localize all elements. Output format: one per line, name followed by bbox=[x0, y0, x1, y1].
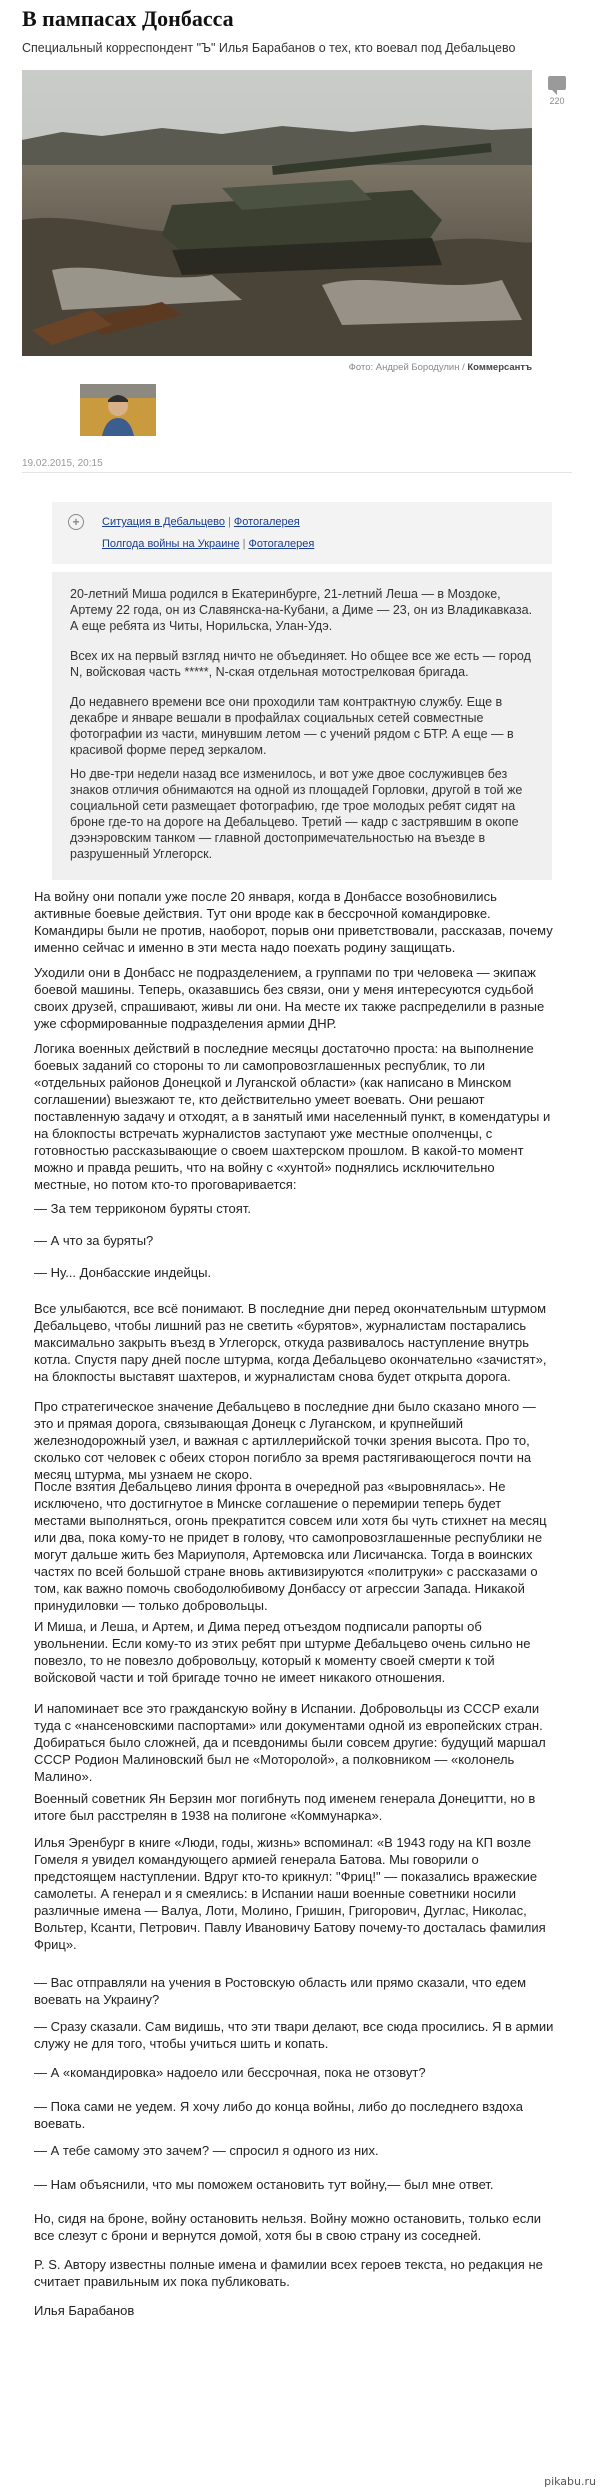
body-paragraph: Но, сидя на броне, войну остановить нельзя. Войну можно остановить, только если все слезут с брони и вернутся домой, хотя бы в свою страну из соседней. bbox=[34, 2211, 542, 2243]
body-paragraph: Все улыбаются, все всё понимают. В последние дни перед окончательным штурмом Дебальцево, чтобы лишний раз не светить «бурятов», журналистам постарались максимально закрыть въезд в Углегорск, откуда развивалось наступление внутрь котла. Спустя пару дней после штурма, когда Дебальцево окончательно «зачистят», на блокпосты выставят шахтеров, и журналистам снова будет открыта дорога. bbox=[34, 1301, 547, 1384]
article-author: Илья Барабанов bbox=[34, 2303, 135, 2318]
related-link-gallery-1[interactable]: Фотогалерея bbox=[233, 516, 300, 528]
article-lead: Специальный корреспондент "Ъ" Илья Барабанов о тех, кто воевал под Дебальцево bbox=[22, 41, 516, 55]
dialogue-line: — А тебе самому это зачем? — спросил я одного из них. bbox=[34, 2143, 379, 2158]
link-separator: | bbox=[228, 516, 231, 528]
author-avatar bbox=[80, 384, 156, 436]
body-paragraph: Илья Эренбург в книге «Люди, годы, жизнь» вспоминал: «В 1943 году на КП возле Гомеля я увидел командующего армией генерала Батова. Мы говорили о предстоящем наступлении. Вдруг кто-то крикнул: "Фриц!" — показались вражеские самолеты. А генерал и я смеялись: в Испании наши военные советники носили различные имена — Валуа, Лоти, Молино, Гришин, Григорович, Дуглас, Николас, Вольтер, Ксанти, Петрович. Павлу Ивановичу Батову почему-то досталась фамилия Фриц». bbox=[34, 1835, 546, 1952]
body-paragraph: После взятия Дебальцево линия фронта в очередной раз «выровнялась». Не исключено, что достигнутое в Минске соглашение о перемирии теперь будет местами выполняться, огонь прекратится совсем или хотя бы чуть стихнет на месяц или два, пока кому-то не придет в голову, что самопровозглашенные республики не могут дальше жить без Мариуполя, Артемовска или Лисичанска. Тогда в воинских частях по всей большой стране вновь активизируются «политруки» с рассказами о том, как важно помочь свободолюбивому Донбассу от агрессии Запада. Никакой принудиловки — только добровольцы. bbox=[34, 1479, 547, 1613]
tank-photo-image bbox=[22, 70, 532, 356]
body-paragraph: Логика военных действий в последние месяцы достаточно проста: на выполнение боевых заданий со стороны то ли самопровозглашенных республик, то ли «отдельных районов Донецкой и Луганской области» (как написано в Минском соглашении) выезжают те, кто действительно умеет воевать. Они решают поставленную задачу и отходят, а в занятый ими населенный пункт, в комендатуры и на блокпосты встречать журналистов заступают уже местные ополченцы, с готовностью рассказывающие о своем шахтерском прошлом. В какой-то момент можно и правда решить, что на войну с «хунтой» поднялись исключительно местные, но потом кто-то проговаривается: bbox=[34, 1041, 551, 1192]
body-paragraph: И напоминает все это гражданскую войну в Испании. Добровольцы из СССР ехали туда с «нансеновскими паспортами» или документами одной из европейских стран. Добираться было сложней, да и псевдонимы были совсем другие: будущий маршал СССР Родион Малиновский был не «Моторолой», а полковником — «колонель Малино». bbox=[34, 1701, 546, 1784]
body-paragraph: Военный советник Ян Берзин мог погибнуть под именем генерала Донецитти, но в итоге был расстрелян в 1938 на полигоне «Коммунарка». bbox=[34, 1791, 536, 1823]
publication-date: 19.02.2015, 20:15 bbox=[22, 458, 103, 469]
intro-box bbox=[52, 572, 552, 880]
divider bbox=[22, 472, 572, 473]
dialogue-line: — Сразу сказали. Сам видишь, что эти твари делают, все сюда просились. Я в армии служу не для того, чтобы учиться шить и копать. bbox=[34, 2019, 554, 2051]
plus-icon: + bbox=[68, 514, 84, 530]
dialogue-line: — Пока сами не уедем. Я хочу либо до конца войны, либо до последнего вздоха воевать. bbox=[34, 2099, 523, 2131]
photo-credit-prefix: Фото: Андрей Бородулин / bbox=[348, 362, 468, 373]
pikabu-watermark: pikabu.ru bbox=[544, 2475, 596, 2488]
body-paragraph: Уходили они в Донбасс не подразделением, а группами по три человека — экипаж боевой машины. Теперь, оказавшись без связи, они у меня интересуются судьбой своих друзей, спрашивают, живы ли они. На месте их также распределили в разные уже сформированные подразделения армии ДНР. bbox=[34, 965, 545, 1031]
main-photo bbox=[22, 70, 532, 356]
body-paragraph: Про стратегическое значение Дебальцево в последние дни было сказано много — это и прямая дорога, связывающая Донецк с Луганском, и крупнейший железнодорожный узел, и важная с артиллерийской точки зрения высота. Про то, сколько сот человек с обеих сторон погибло за время растягивающегося почти на месяц штурма, мы узнаем не скоро. bbox=[34, 1399, 536, 1482]
dialogue-line: — Вас отправляли на учения в Ростовскую область или прямо сказали, что едем воевать на Украину? bbox=[34, 1975, 527, 2007]
intro-paragraph: Всех их на первый взгляд ничто не объединяет. Но общее все же есть — город N, войсковая часть *****, N-ская отдельная мотострелковая бригада. bbox=[70, 649, 531, 679]
photo-credit-brand[interactable]: Коммерсантъ bbox=[467, 362, 532, 373]
intro-paragraph: 20-летний Миша родился в Екатеринбурге, 21-летний Леша — в Моздоке, Артему 22 года, он из Славянска-на-Кубани, а Диме — 23, он из Владикавказа. А еще ребята из Читы, Норильска, Улан-Удэ. bbox=[70, 587, 533, 633]
photo-credit bbox=[349, 362, 532, 373]
related-link-half-year-war[interactable]: Полгода войны на Украине bbox=[102, 538, 240, 550]
dialogue-line: — За тем терриконом буряты стоят. bbox=[34, 1201, 251, 1216]
related-link-gallery-2[interactable]: Фотогалерея bbox=[248, 538, 315, 550]
related-row-2 bbox=[102, 538, 314, 550]
body-paragraph: P. S. Автору известны полные имена и фамилии всех героев текста, но редакция не считает правильным их пока публиковать. bbox=[34, 2257, 543, 2289]
intro-paragraph: До недавнего времени все они проходили там контрактную службу. Еще в декабре и январе вешали в профайлах социальных сетей совместные фотографии из части, минувшим летом — с учений рядом с БТР. А еще — в красивой форме перед зеркалом. bbox=[70, 695, 514, 757]
comment-bubble-icon bbox=[548, 76, 566, 90]
article-title: В пампасах Донбасса bbox=[22, 6, 234, 31]
intro-paragraph: Но две-три недели назад все изменилось, и вот уже двое сослуживцев без знаков отличия обнимаются на одной из площадей Горловки, другой в той же социальной сети размещает фотографию, где трое молодых ребят сидят на броне где-то на дороге на Дебальцево. Третий — кадр с застрявшим в окопе дээнэровским танком — главной достопримечательностью на въезде в разрушенный Углегорск. bbox=[70, 767, 523, 861]
body-paragraph: И Миша, и Леша, и Артем, и Дима перед отъездом подписали рапорты об увольнении. Если кому-то из этих ребят при штурме Дебальцево очень сильно не повезло, то не повезло добровольцу, который к моменту своей смерти к той войсковой части и той бригаде точно не имеет никакого отношения. bbox=[34, 1619, 531, 1685]
dialogue-line: — Ну... Донбасские индейцы. bbox=[34, 1265, 212, 1280]
related-row-1 bbox=[102, 516, 300, 528]
comment-count: 220 bbox=[549, 96, 565, 106]
dialogue-line: — А что за буряты? bbox=[34, 1233, 154, 1248]
link-separator: | bbox=[242, 538, 246, 550]
dialogue-line: — Нам объяснили, что мы поможем остановить тут войну,— был мне ответ. bbox=[34, 2177, 494, 2192]
dialogue-line: — А «командировка» надоело или бессрочная, пока не отзовут? bbox=[34, 2065, 426, 2080]
author-avatar-image bbox=[80, 384, 156, 436]
related-links-box bbox=[52, 502, 552, 564]
body-paragraph: На войну они попали уже после 20 января, когда в Донбассе возобновились активные боевые действия. Тут они вроде как в бессрочной командировке. Командиры были не против, наоборот, порыв они приветствовали, рассказав, почему именно сейчас и именно в эти места надо поехать родину защищать. bbox=[34, 889, 553, 955]
related-link-debaltsevo[interactable]: Ситуация в Дебальцево bbox=[102, 516, 225, 528]
comments-counter[interactable] bbox=[544, 76, 570, 106]
